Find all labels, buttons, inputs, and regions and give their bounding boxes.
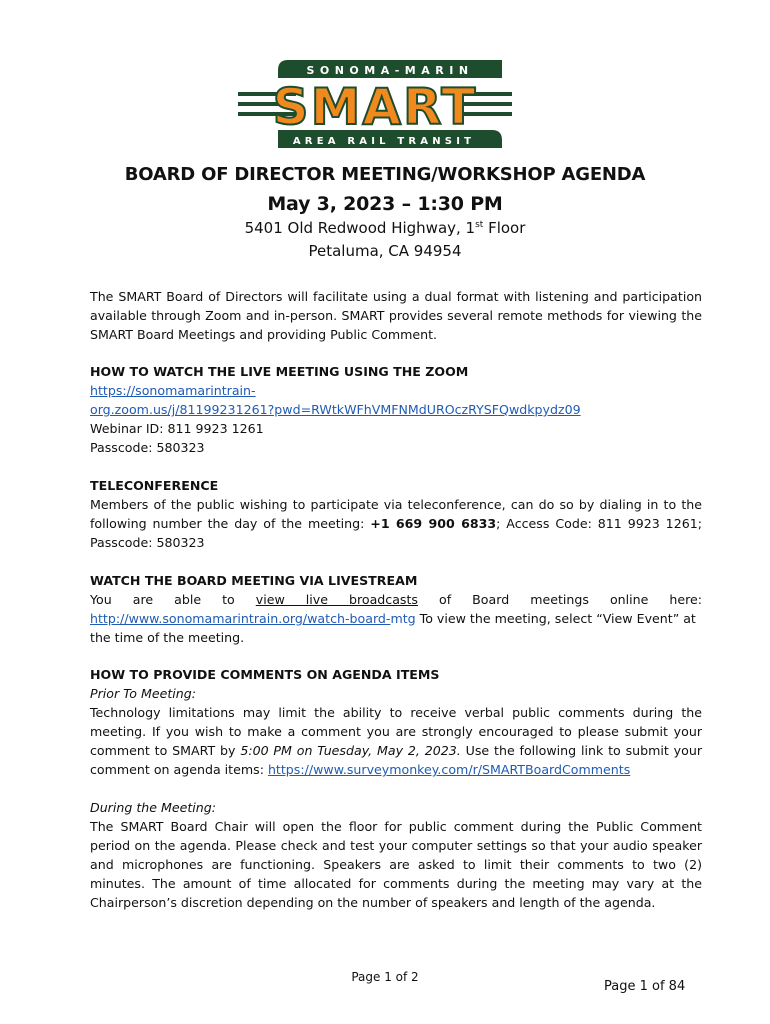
- agenda-title: BOARD OF DIRECTOR MEETING/WORKSHOP AGENDA: [124, 164, 646, 185]
- survey-link[interactable]: https://www.surveymonkey.com/r/SMARTBoardComments: [267, 762, 631, 777]
- teleconference-section: [90, 476, 702, 552]
- zoom-link-line-1[interactable]: https://sonomamarintrain-: [90, 383, 256, 398]
- livestream-section: [90, 571, 702, 647]
- logo-bottom-text: AREA RAIL TRANSIT: [292, 136, 476, 147]
- zoom-section: [90, 362, 702, 457]
- view-live-broadcasts-text: view live broadcasts: [255, 592, 418, 607]
- smart-logo: [236, 56, 514, 152]
- logo-top-text: SONOMA-MARIN: [306, 64, 474, 77]
- during-meeting-section: [90, 798, 702, 912]
- page-number-inner: Page 1 of 2: [351, 970, 419, 984]
- intro-paragraph: The SMART Board of Directors will facilitate using a dual format with listening and participation available through Zoom and in-person. SMART provides several remote methods for viewing the SMART Board Meetings and providing Public Comment.: [90, 289, 702, 342]
- zoom-link-line-2[interactable]: org.zoom.us/j/81199231261?pwd=RWtkWFhVMFNMdUROczRYSFQwdkpydz09: [90, 402, 581, 417]
- during-meeting-text: The SMART Board Chair will open the floor for public comment during the Public Comment period on the agenda. Please check and test your computer settings so that your audio speaker and microphones are functioning. Speakers are asked to limit their comments to two (2) minutes. The amount of time allocated for comments during the meeting may vary at the Chairperson’s discretion depending on the number of speakers and length of the agenda.: [90, 819, 702, 910]
- during-meeting-label: During the Meeting:: [90, 800, 217, 815]
- livestream-line-1: You are able to view live broadcasts of Board meetings online here:: [90, 592, 703, 607]
- livestream-link[interactable]: http://www.sonomamarintrain.org/watch-board-: [90, 611, 391, 626]
- teleconference-text: Members of the public wishing to participate via teleconference, can do so by dialing in to the following number the day of the meeting: +1 669 900 6833; Access Code: 811 9923 1261; Passcode: 580323: [90, 497, 702, 550]
- comments-heading: HOW TO PROVIDE COMMENTS ON AGENDA ITEMS: [90, 667, 440, 682]
- comments-section: [90, 665, 702, 779]
- livestream-heading: WATCH THE BOARD MEETING VIA LIVESTREAM: [90, 573, 418, 588]
- address-line-1: 5401 Old Redwood Highway, 1st Floor: [244, 219, 526, 237]
- livestream-line-2: http://www.sonomamarintrain.org/watch-board-mtg To view the meeting, select “View Event” at: [90, 611, 696, 626]
- webinar-id: Webinar ID: 811 9923 1261: [90, 421, 264, 436]
- zoom-heading: HOW TO WATCH THE LIVE MEETING USING THE ZOOM: [90, 364, 469, 379]
- comment-deadline: 5:00 PM on Tuesday, May 2, 2023.: [240, 743, 461, 758]
- meeting-date: May 3, 2023 – 1:30 PM: [267, 193, 503, 215]
- logo-main-text: SMART: [272, 78, 478, 136]
- address-line-2: Petaluma, CA 94954: [308, 242, 462, 260]
- teleconference-heading: TELECONFERENCE: [90, 478, 219, 493]
- zoom-passcode: Passcode: 580323: [90, 440, 205, 455]
- page-number-outer: Page 1 of 84: [604, 979, 686, 994]
- teleconference-phone: +1 669 900 6833: [370, 516, 497, 531]
- prior-to-meeting-text: Technology limitations may limit the ability to receive verbal public comments during the meeting. If you wish to make a comment you are strongly encouraged to please submit your comment to SMART by 5:00 PM on Tuesday, May 2, 2023. Use the following link to submit your comment on agenda items: https://www.surveymonkey.com/r/SMARTBoardComments: [90, 705, 703, 777]
- livestream-line-3: the time of the meeting.: [90, 630, 245, 645]
- prior-to-meeting-label: Prior To Meeting:: [90, 686, 197, 701]
